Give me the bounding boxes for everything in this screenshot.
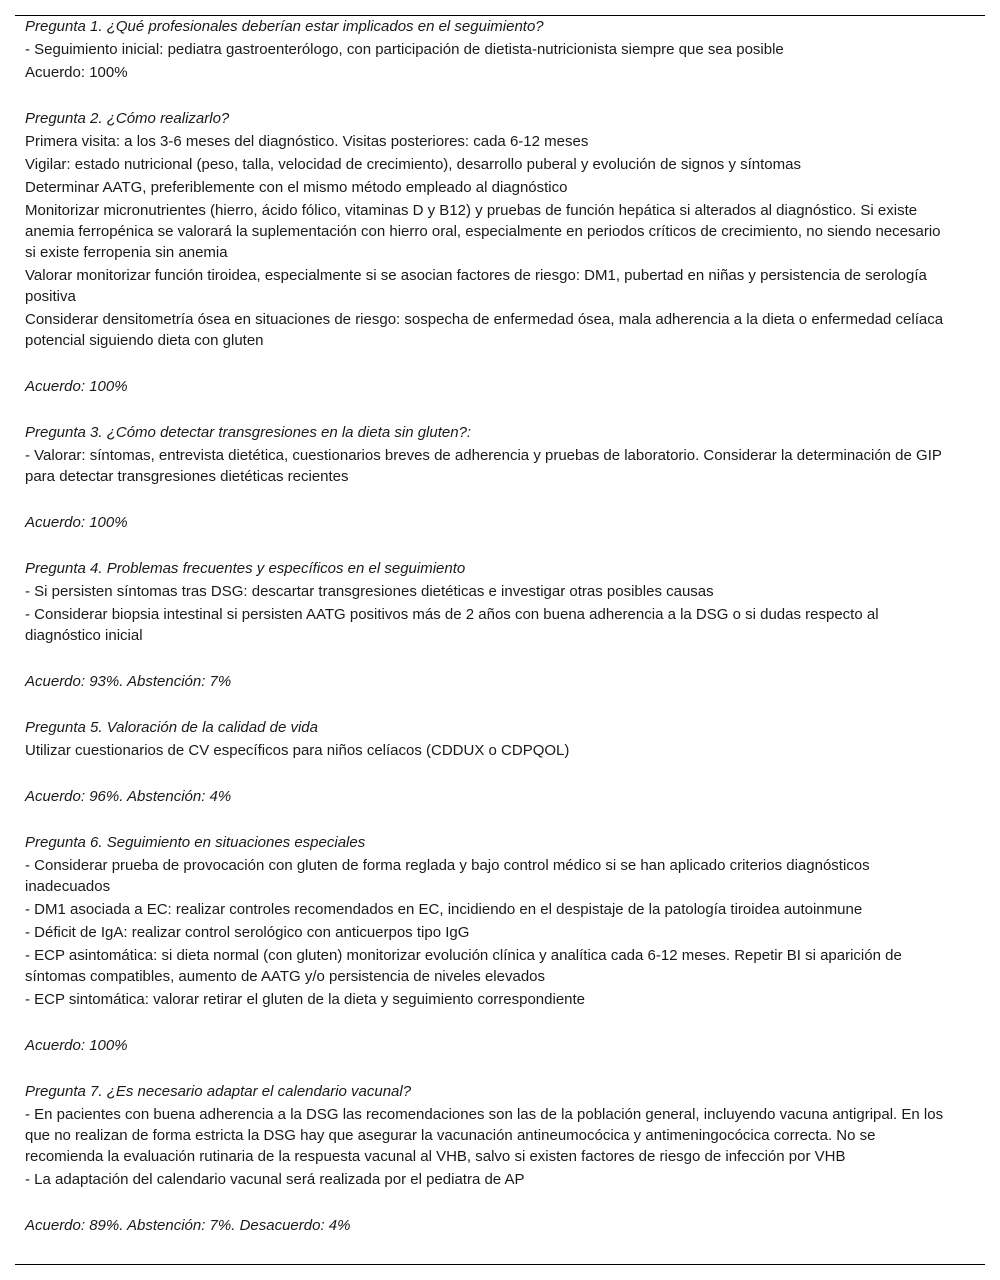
question-1-agreement: Acuerdo: 100% [25,64,128,81]
question-2-item-5: Valorar monitorizar función tiroidea, especialmente si se asocian factores de riesgo: DM1, pubertad en niñas y persistencia de serología positiva [25,267,927,305]
question-4-agreement: Acuerdo: 93%. Abstención: 7% [25,673,232,690]
question-2-title: Pregunta 2. ¿Cómo realizarlo? [25,110,230,127]
spacer [25,809,955,832]
question-4-item-1: - Si persisten síntomas tras DSG: descartar transgresiones dietéticas e investigar otras posibles causas [25,583,714,600]
spacer [25,489,955,512]
question-5-agreement: Acuerdo: 96%. Abstención: 4% [25,788,232,805]
spacer [25,85,955,108]
question-7-title: Pregunta 7. ¿Es necesario adaptar el calendario vacunal? [25,1083,412,1100]
question-6-title: Pregunta 6. Seguimiento en situaciones especiales [25,834,366,851]
question-5-section [25,717,955,807]
spacer [25,694,955,717]
consensus-table [25,16,955,1238]
question-1-item-1: - Seguimiento inicial: pediatra gastroenterólogo, con participación de dietista-nutricionista siempre que sea posible [25,41,784,58]
question-3-agreement: Acuerdo: 100% [25,514,128,531]
question-5-item-1: Utilizar cuestionarios de CV específicos para niños celíacos (CDDUX o CDPQOL) [25,742,570,759]
question-6-agreement: Acuerdo: 100% [25,1037,128,1054]
question-6-item-3: - Déficit de IgA: realizar control serológico con anticuerpos tipo IgG [25,924,470,941]
question-2-agreement: Acuerdo: 100% [25,378,128,395]
spacer [25,648,955,671]
question-7-item-2: - La adaptación del calendario vacunal será realizada por el pediatra de AP [25,1171,525,1188]
question-6-item-1: - Considerar prueba de provocación con gluten de forma reglada y bajo control médico si se han aplicado criterios diagnósticos inadecuados [25,857,870,895]
question-3-item-1: - Valorar: síntomas, entrevista dietética, cuestionarios breves de adherencia y pruebas de laboratorio. Considerar la determinación de GIP para detectar transgresiones dietéticas recientes [25,447,942,485]
table-bottom-rule [15,1264,985,1265]
question-3-title: Pregunta 3. ¿Cómo detectar transgresiones en la dieta sin gluten?: [25,424,472,441]
spacer [25,763,955,786]
question-4-section [25,558,955,692]
question-2-item-3: Determinar AATG, preferiblemente con el mismo método empleado al diagnóstico [25,179,568,196]
question-6-item-4: - ECP asintomática: si dieta normal (con gluten) monitorizar evolución clínica y analítica cada 6-12 meses. Repetir BI si aparición de síntomas compatibles, aumento de AATG y/o persistencia de niveles elevados [25,947,902,985]
question-4-title: Pregunta 4. Problemas frecuentes y específicos en el seguimiento [25,560,466,577]
question-7-agreement: Acuerdo: 89%. Abstención: 7%. Desacuerdo: 4% [25,1217,351,1234]
question-2-item-1: Primera visita: a los 3-6 meses del diagnóstico. Visitas posteriores: cada 6-12 meses [25,133,589,150]
spacer [25,353,955,376]
spacer [25,1012,955,1035]
question-2-item-6: Considerar densitometría ósea en situaciones de riesgo: sospecha de enfermedad ósea, mala adherencia a la dieta o enfermedad celíaca potencial siguiendo dieta con gluten [25,311,944,349]
question-6-item-2: - DM1 asociada a EC: realizar controles recomendados en EC, incidiendo en el despistaje de la patología tiroidea autoinmune [25,901,863,918]
question-7-item-1: - En pacientes con buena adherencia a la DSG las recomendaciones son las de la población general, incluyendo vacuna antigripal. En los que no realizan de forma estricta la DSG hay que asegurar la vacunación antineumocócica y antimeningocócica correcta. No se recomienda la evaluación rutinaria de la respuesta vacunal al VHB, salvo si existen factores de riesgo de infección por VHB [25,1106,944,1165]
question-7-section [25,1081,955,1236]
spacer [25,1058,955,1081]
question-5-title: Pregunta 5. Valoración de la calidad de vida [25,719,318,736]
question-4-item-2: - Considerar biopsia intestinal si persisten AATG positivos más de 2 años con buena adherencia a la DSG o si dudas respecto al diagnóstico inicial [25,606,879,644]
question-3-section [25,422,955,533]
spacer [25,535,955,558]
spacer [25,1192,955,1215]
question-2-section [25,108,955,397]
question-6-item-5: - ECP sintomática: valorar retirar el gluten de la dieta y seguimiento correspondiente [25,991,586,1008]
question-2-item-2: Vigilar: estado nutricional (peso, talla, velocidad de crecimiento), desarrollo puberal y evolución de signos y síntomas [25,156,801,173]
question-2-item-4: Monitorizar micronutrientes (hierro, ácido fólico, vitaminas D y B12) y pruebas de función hepática si alterados al diagnóstico. Si existe anemia ferropénica se valorará la suplementación con hierro oral, especialmente en periodos críticos de crecimiento, no siendo necesario si existe ferropenia sin anemia [25,202,941,261]
spacer [25,399,955,422]
question-1-section [25,16,955,83]
question-6-section [25,832,955,1056]
question-1-title: Pregunta 1. ¿Qué profesionales deberían estar implicados en el seguimiento? [25,18,544,35]
